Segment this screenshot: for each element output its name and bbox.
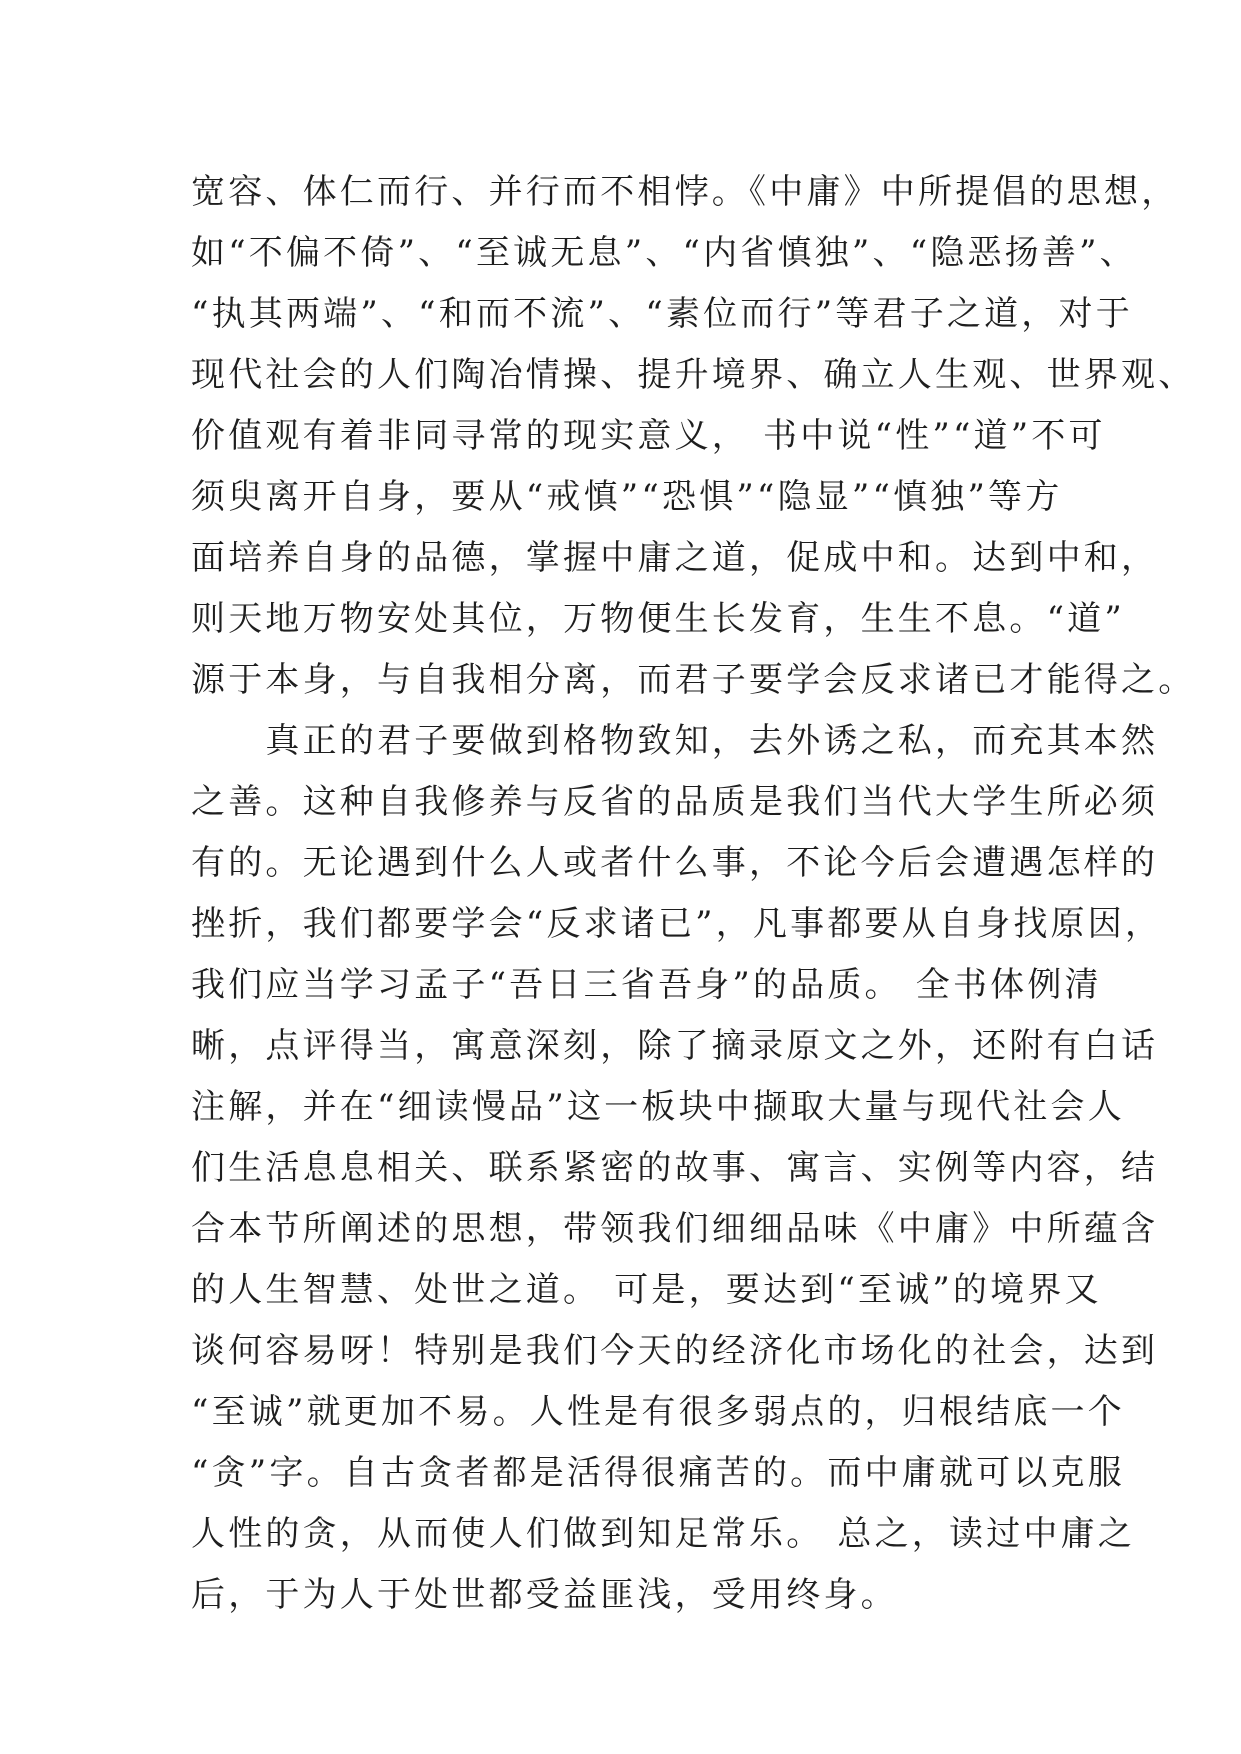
text-line: 真正的君子要做到格物致知，去外诱之私，而充其本然 [191, 721, 1159, 761]
text-line: 则天地万物安处其位，万物便生长发育，生生不息。“道” [191, 599, 1125, 639]
text-line: “至诚”就更加不易。人性是有很多弱点的，归根结底一个 [191, 1392, 1125, 1432]
text-line: 价值观有着非同寻常的现实意义， 书中说“性”“道”不可 [191, 416, 1106, 456]
text-line: 须臾离开自身，要从“戒慎”“恐惧”“隐显”“慎独”等方 [191, 477, 1063, 517]
text-line: 之善。这种自我修养与反省的品质是我们当代大学生所必须 [191, 782, 1159, 822]
body-text [191, 162, 1196, 1626]
text-line: 人性的贪，从而使人们做到知足常乐。 总之，读过中庸之 [191, 1514, 1136, 1554]
text-line: 挫折，我们都要学会“反求诸已”，凡事都要从自身找原因， [191, 904, 1163, 944]
text-line: 如“不偏不倚”、“至诚无息”、“内省慎独”、“隐恶扬善”、 [191, 233, 1137, 273]
text-line: 们生活息息相关、联系紧密的故事、寓言、实例等内容，结 [191, 1148, 1159, 1188]
text-line: 我们应当学习孟子“吾日三省吾身”的品质。 全书体例清 [191, 965, 1102, 1005]
text-line: 合本节所阐述的思想，带领我们细细品味《中庸》中所蕴含 [191, 1209, 1159, 1249]
text-line: 谈何容易呀！特别是我们今天的经济化市场化的社会，达到 [191, 1331, 1159, 1371]
text-line: 的人生智慧、处世之道。 可是，要达到“至诚”的境界又 [191, 1270, 1102, 1310]
text-line: 现代社会的人们陶冶情操、提升境界、确立人生观、世界观、 [191, 355, 1196, 395]
text-line: 源于本身，与自我相分离，而君子要学会反求诸已才能得之。 [191, 660, 1196, 700]
text-line: “执其两端”、“和而不流”、“素位而行”等君子之道，对于 [191, 294, 1133, 334]
text-line: 有的。无论遇到什么人或者什么事，不论今后会遭遇怎样的 [191, 843, 1159, 883]
text-line: 注解，并在“细读慢品”这一板块中撷取大量与现代社会人 [191, 1087, 1125, 1127]
text-line: 后，于为人于处世都受益匪浅，受用终身。 [191, 1575, 898, 1615]
text-line: 晰，点评得当，寓意深刻，除了摘录原文之外，还附有白话 [191, 1026, 1159, 1066]
text-line: 面培养自身的品德，掌握中庸之道，促成中和。达到中和， [191, 538, 1159, 578]
text-line: 宽容、体仁而行、并行而不相悖。《中庸》中所提倡的思想， [191, 172, 1179, 212]
text-line: “贪”字。自古贪者都是活得很痛苦的。而中庸就可以克服 [191, 1453, 1125, 1493]
